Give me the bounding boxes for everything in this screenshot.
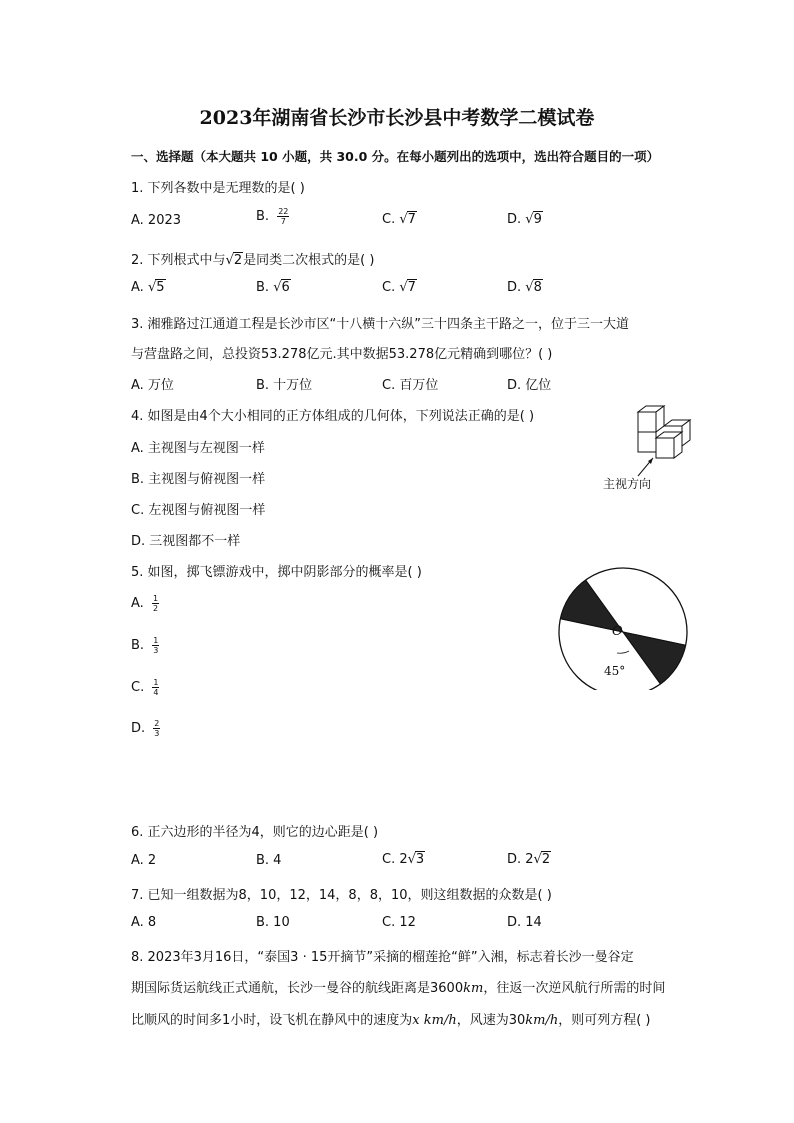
q5-option-a [131,594,159,613]
q4-option-c: C. 左视图与俯视图一样 [131,503,266,518]
q5-option-c [131,678,159,697]
question-3-line-1: 3. 湘雅路过江通道工程是长沙市区“十八横十六纵”三十四条主干路之一，位于三一大道 [131,317,630,332]
question-2-stem [131,249,374,268]
q3-option-d: D. 亿位 [507,378,552,393]
q6-option-c [382,852,425,867]
q2-c-radical: √7 [399,280,416,295]
angle-label-45: 45° [604,664,626,678]
question-8-line-1: 8. 2023年3月16日，“泰国3 · 15开摘节”采摘的榴莲抢“鲜”入湘，标志着长沙一曼谷定 [131,950,634,965]
page-title: 2023年湖南省长沙市长沙县中考数学二模试卷 [199,107,595,129]
q1-d-radicand: 9 [533,212,542,227]
q2-option-b [256,280,291,295]
q2-option-d-label: D. [507,280,522,295]
q8-line2-unit: km [463,981,484,996]
q2-stem-post: 是同类二次根式的是( ) [243,253,375,268]
q6-option-d [507,852,551,867]
q2-option-a [131,280,166,295]
q5-d-denominator: 3 [154,729,160,738]
q1-c-radical: √7 [399,212,416,227]
question-7-stem: 7. 已知一组数据为8，10，12，14，8，8，10，则这组数据的众数是( ) [131,888,552,903]
q6-d-radicand: 2 [541,852,551,867]
q6-c-radicand: 3 [415,852,425,867]
q6-option-d-label: D. 2 [507,852,534,867]
q5-option-a-label: A. [131,596,144,611]
q5-option-b-label: B. [131,638,145,653]
q3-option-c: C. 百万位 [382,378,439,393]
q1-b-numerator: 22 [278,207,289,216]
q2-option-b-label: B. [256,280,270,295]
q8-line3-mid: ，风速为30 [456,1013,526,1028]
q5-option-d-label: D. [131,721,146,736]
q7-option-a: A. 8 [131,915,157,930]
q2-a-radical: √5 [147,280,165,295]
q5-d-fraction [153,719,160,738]
q6-c-radical: √3 [407,852,425,867]
q6-option-c-label: C. 2 [382,852,408,867]
q1-option-c [382,212,417,227]
q2-b-radicand: 6 [281,280,290,295]
q7-option-b: B. 10 [256,915,290,930]
q3-option-a: A. 万位 [131,378,174,393]
question-3-line-2: 与营盘路之间，总投资53.278亿元.其中数据53.278亿元精确到哪位？( ) [131,347,553,362]
question-8-line-3 [131,1009,651,1028]
q6-option-a: A. 2 [131,853,157,868]
q4-option-d: D. 三视图都不一样 [131,534,241,549]
q5-option-c-label: C. [131,680,145,695]
q4-option-a: A. 主视图与左视图一样 [131,441,265,456]
q2-option-d [507,280,543,295]
question-1-stem: 1. 下列各数中是无理数的是( ) [131,181,305,196]
q2-stem-radical: √2 [225,253,243,268]
q8-line3-unit: km/h [525,1013,559,1028]
q1-b-denominator: 7 [280,217,286,226]
q2-option-c-label: C. [382,280,396,295]
question-8-line-2 [131,977,665,996]
q5-option-d [131,719,160,738]
q2-c-radicand: 7 [407,280,416,295]
q5-b-numerator: 1 [153,636,159,645]
q1-option-d [507,212,543,227]
section-heading-choice: 一、选择题（本大题共 10 小题，共 30.0 分。在每小题列出的选项中，选出符合题目的一项） [131,149,660,164]
q1-c-radicand: 7 [407,212,416,227]
cube-top-upper-front [638,412,656,432]
q5-c-numerator: 1 [153,678,159,687]
q5-option-b [131,636,159,655]
q5-a-fraction [152,594,159,613]
q8-line3-pre: 比顺风的时间多1小时，设飞机在静风中的速度为 [131,1013,413,1028]
q1-option-a: A. 2023 [131,213,182,228]
question-6-stem: 6. 正六边形的半径为4，则它的边心距是( ) [131,825,379,840]
q2-d-radical: √8 [525,280,542,295]
q2-d-radicand: 8 [533,280,542,295]
question-4-stem: 4. 如图是由4个大小相同的正方体组成的几何体，下列说法正确的是( ) [131,409,535,424]
question-5-stem: 5. 如图，掷飞镖游戏中，掷中阴影部分的概率是( ) [131,565,422,580]
q5-c-fraction [152,678,159,697]
q7-option-d: D. 14 [507,915,542,930]
q3-option-b: B. 十万位 [256,378,313,393]
q2-b-radical: √6 [273,280,290,295]
q1-d-radical: √9 [525,212,542,227]
q5-a-numerator: 1 [152,594,159,603]
q8-line3-post: ，则可列方程( ) [558,1013,651,1028]
q5-a-denominator: 2 [152,604,159,613]
q1-option-b-label: B. [256,209,270,224]
q7-option-c: C. 12 [382,915,416,930]
q5-d-numerator: 2 [154,719,160,728]
q8-line3-variable: x km/h [412,1013,457,1028]
q6-option-b: B. 4 [256,853,282,868]
q1-option-b [256,207,289,226]
q2-a-radicand: 5 [156,280,165,295]
q8-line2-post: ，往返一次逆风航行所需的时间 [483,981,666,996]
q8-line2-pre: 期国际货运航线正式通航，长沙一曼谷的航线距离是3600 [131,981,464,996]
q2-stem-pre: 2. 下列根式中与 [131,253,226,268]
figure-caption-view-direction: 主视方向 [603,477,652,491]
q5-c-denominator: 4 [153,688,159,697]
center-label-o: O [612,624,623,639]
q1-option-d-label: D. [507,212,522,227]
q5-b-denominator: 3 [153,646,159,655]
q1-option-c-label: C. [382,212,396,227]
q6-d-radical: √2 [533,852,551,867]
q2-option-a-label: A. [131,280,144,295]
q4-option-b: B. 主视图与俯视图一样 [131,472,266,487]
q5-b-fraction [152,636,159,655]
q1-option-b-fraction [277,207,289,226]
cube-bottom-left-front [638,432,656,452]
q2-option-c [382,280,417,295]
cube-right-front-face [656,438,674,458]
q2-stem-radicand: 2 [233,253,243,268]
